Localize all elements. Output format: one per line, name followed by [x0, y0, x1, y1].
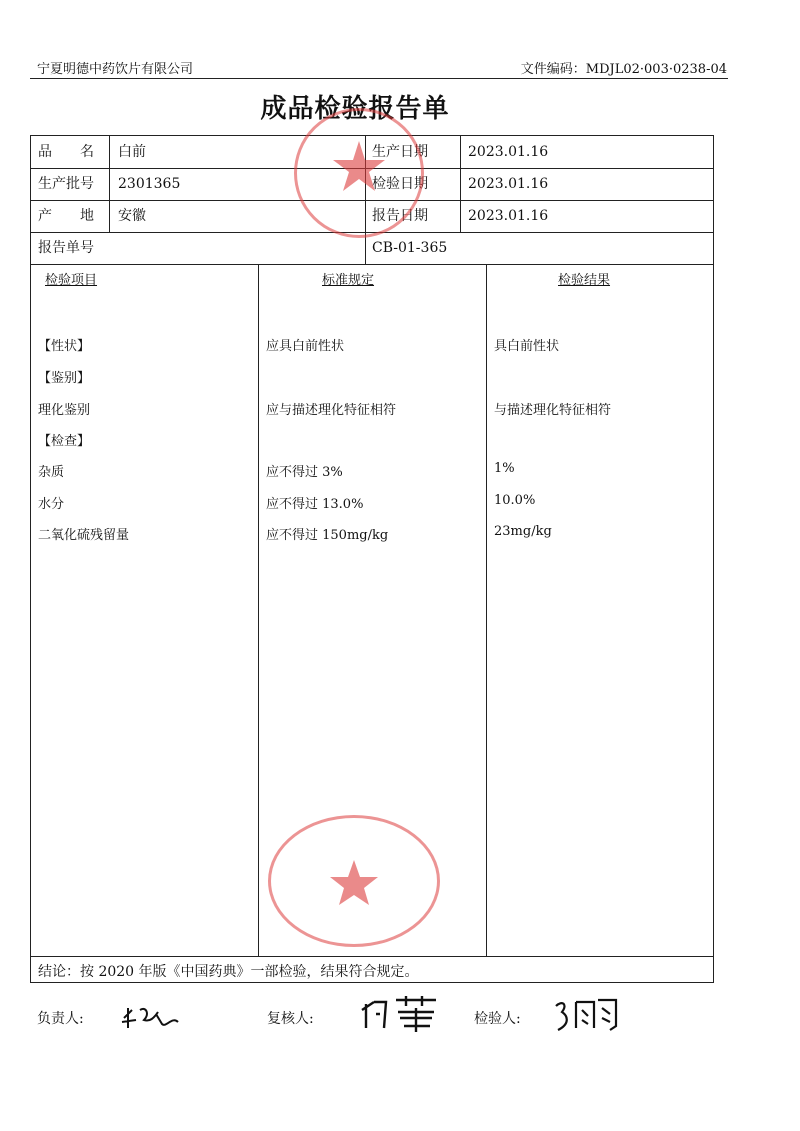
col-header-standard: 标准规定: [322, 273, 375, 288]
page-title: 成品检验报告单: [260, 94, 450, 124]
test-date-label: 检验日期: [372, 176, 428, 192]
company-name: 宁夏明德中药饮片有限公司: [37, 62, 194, 77]
test-result: 23mg/kg: [494, 524, 552, 539]
test-standard: 应不得过 13.0%: [266, 497, 364, 512]
inspector-label: 检验人:: [474, 1011, 521, 1027]
production-date-value: 2023.01.16: [468, 144, 549, 160]
test-result: 与描述理化特征相符: [494, 403, 612, 418]
report-number-label: 报告单号: [38, 240, 94, 256]
col-divider: [109, 136, 110, 232]
col-header-item: 检验项目: [45, 273, 98, 288]
test-item: 水分: [38, 497, 65, 512]
star-icon: [333, 141, 385, 191]
test-result: 1%: [494, 461, 515, 476]
origin-label: 产 地: [38, 208, 94, 224]
batch-number-label: 生产批号: [38, 176, 94, 192]
col-divider: [460, 136, 461, 232]
product-name-label: 品 名: [38, 144, 94, 160]
col-header-result: 检验结果: [558, 273, 611, 288]
header-divider: [30, 78, 728, 79]
report-date-value: 2023.01.16: [468, 208, 549, 224]
stamp-graphic: [297, 111, 421, 235]
row-divider: [31, 264, 713, 265]
row-divider: [31, 956, 713, 957]
report-number-value: CB-01-365: [372, 240, 448, 256]
test-result: 具白前性状: [494, 339, 560, 354]
col-divider: [258, 264, 259, 956]
document-code: 文件编码：MDJL02·003·0238-04: [520, 62, 727, 77]
quality-dept-stamp: [294, 108, 424, 238]
reviewer-signature: [360, 994, 440, 1038]
test-item: 理化鉴别: [38, 403, 91, 418]
production-date-label: 生产日期: [372, 144, 428, 160]
origin-value: 安徽: [118, 208, 146, 224]
test-item: 杂质: [38, 465, 65, 480]
test-standard: 应具白前性状: [266, 339, 345, 354]
report-date-label: 报告日期: [372, 208, 428, 224]
star-icon: [330, 860, 378, 905]
test-item: 【性状】: [38, 339, 91, 354]
inspector-signature: [552, 994, 622, 1038]
test-standard: 应不得过 3%: [266, 465, 343, 480]
test-date-value: 2023.01.16: [468, 176, 549, 192]
test-item: 【检查】: [38, 434, 91, 449]
product-name-value: 白前: [118, 144, 146, 160]
conclusion-text: 结论：按 2020 年版《中国药典》一部检验，结果符合规定。: [38, 964, 419, 980]
seal-graphic: [271, 818, 437, 944]
responsible-label: 负责人:: [37, 1011, 84, 1027]
test-item: 二氧化硫残留量: [38, 528, 130, 543]
test-standard: 应与描述理化特征相符: [266, 403, 397, 418]
inspection-seal: [268, 815, 440, 947]
col-divider: [486, 264, 487, 956]
test-item: 【鉴别】: [38, 371, 91, 386]
responsible-signature: [120, 1000, 182, 1036]
test-standard: 应不得过 150mg/kg: [266, 528, 389, 543]
batch-number-value: 2301365: [118, 176, 181, 192]
test-result: 10.0%: [494, 493, 536, 508]
reviewer-label: 复核人:: [267, 1011, 314, 1027]
